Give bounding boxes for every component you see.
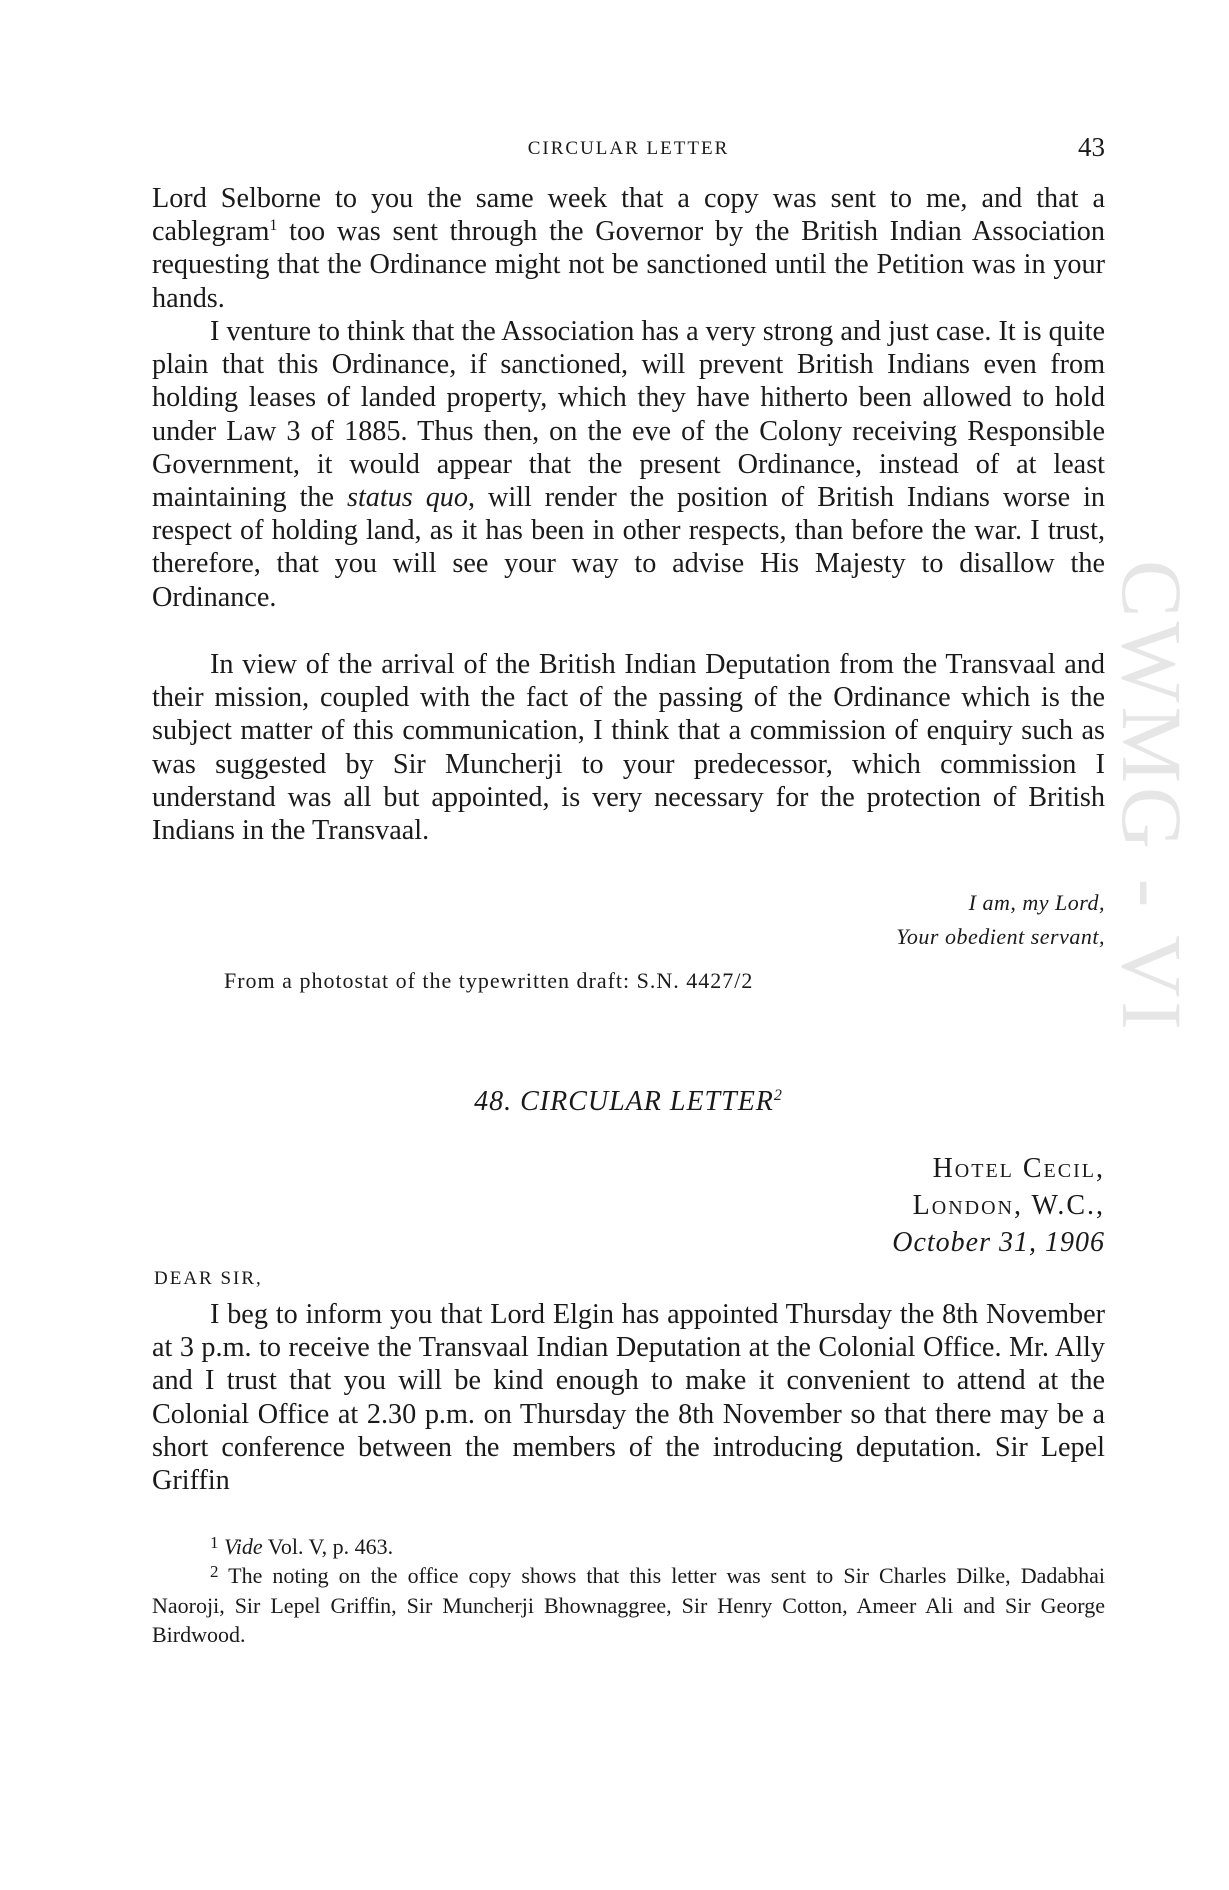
address-line: London, W.C., bbox=[912, 1190, 1105, 1221]
page-number: 43 bbox=[1078, 132, 1105, 162]
book-page bbox=[152, 0, 1105, 1890]
source-note: From a photostat of the typewritten draft: S.N. 4427/2 bbox=[224, 968, 754, 993]
footnote-number: 1 bbox=[210, 1533, 219, 1552]
paragraph-continued bbox=[152, 182, 1105, 315]
heading-text: 48. CIRCULAR LETTER bbox=[474, 1086, 774, 1117]
document-heading bbox=[152, 1086, 1105, 1118]
paragraph-text: , will render the position of British Indians worse in respect of holding land, as it has been in other respects, than before the war. I trust, therefore, that you will see your way to advise His Majesty to disallow the Ordinance. bbox=[152, 482, 1106, 613]
paragraph: In view of the arrival of the British Indian Deputation from the Transvaal and their mission, coupled with the fact of the passing of the Ordinance which is the subject matter of this communication, I think that a commission of enquiry such as was suggested by Sir Muncherji to your predecessor, which commission I understand was all but appointed, is very necessary for the protection of British Indians in the Transvaal. bbox=[152, 649, 1105, 847]
footnote-text: Vol. V, p. 463. bbox=[262, 1534, 394, 1559]
footnote-ref: 1 bbox=[269, 217, 278, 235]
footnote-ref: 2 bbox=[773, 1087, 783, 1104]
footnote bbox=[152, 1557, 1105, 1650]
paragraph-text: I venture to think that the Association has a very strong and just case. It is quite plain that this Ordinance, if sanctioned, will prevent British Indians even from holding leases of landed property, which they have hitherto been allowed to hold under Law 3 of 1885. Thus then, on the eve of the Colony receiving Responsible Government, it would appear that the present Ordinance, instead of at least maintaining the bbox=[152, 316, 1105, 514]
closing-line: I am, my Lord, bbox=[968, 890, 1105, 915]
address-block bbox=[892, 1150, 1105, 1261]
paragraph-text: too was sent through the Governor by the British Indian Association requesting that the Ordinance might not be sanctioned until the Petition was in your hands. bbox=[152, 216, 1105, 314]
watermark bbox=[1104, 560, 1200, 1260]
italic-phrase: status quo bbox=[346, 482, 468, 514]
letter-date: October 31, 1906 bbox=[892, 1227, 1105, 1258]
salutation: DEAR SIR, bbox=[154, 1268, 263, 1289]
footnote-number: 2 bbox=[210, 1562, 219, 1581]
paragraph: I beg to inform you that Lord Elgin has appointed Thursday the 8th November at 3 p.m. to receive the Transvaal Indian Deputation at the Colonial Office. Mr. Ally and I trust that you will be kind enough to make it convenient to attend at the Colonial Office at 2.30 p.m. on Thursday the 8th November so that there may be a short conference between the members of the introducing deputation. Sir Lepel Griffin bbox=[152, 1299, 1105, 1497]
running-head bbox=[152, 132, 1105, 166]
closing-line: Your obedient servant, bbox=[896, 924, 1105, 949]
address-line: Hotel Cecil, bbox=[932, 1153, 1105, 1184]
watermark-text: CWMG - VI bbox=[1104, 560, 1200, 1034]
running-title: CIRCULAR LETTER bbox=[527, 138, 730, 159]
italic-phrase: Vide bbox=[224, 1534, 263, 1559]
paragraph bbox=[152, 315, 1105, 614]
footnote-text: The noting on the office copy shows that this letter was sent to Sir Charles Dilke, Dadabhai Naoroji, Sir Lepel Griffin, Sir Muncherji Bhownaggree, Sir Henry Cotton, Ameer Ali and Sir George Birdwood. bbox=[152, 1563, 1105, 1647]
paragraph-text: Lord Selborne to you the same week that a copy was sent to me, and that a cablegram bbox=[152, 183, 1105, 248]
